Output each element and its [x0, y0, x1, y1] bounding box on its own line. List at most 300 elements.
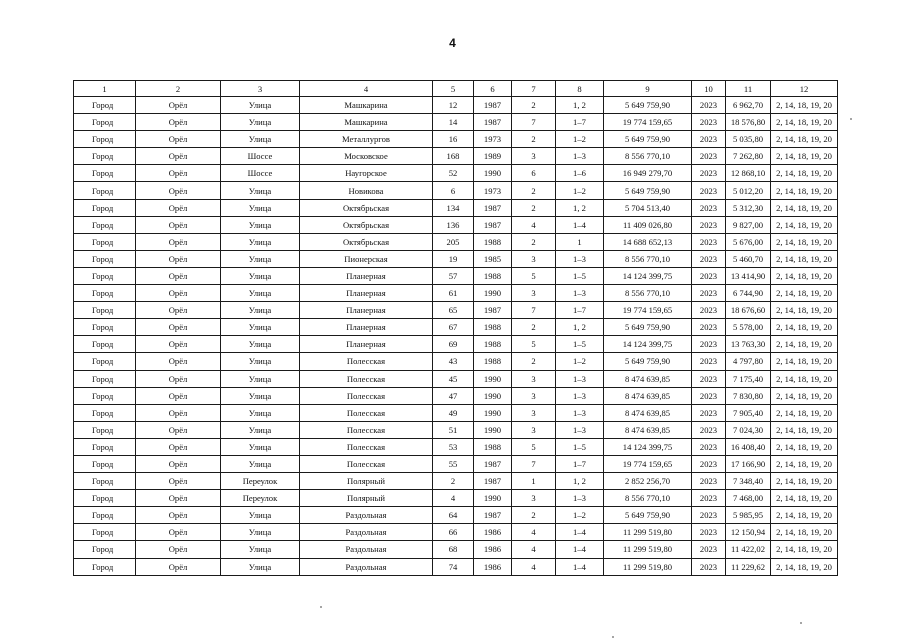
- table-cell-col-3: Улица: [221, 319, 300, 336]
- table-cell-col-3: Улица: [221, 353, 300, 370]
- table-cell-col-11: 5 578,00: [726, 319, 771, 336]
- table-cell-col-4: Планерная: [300, 285, 433, 302]
- table-cell-col-4: Раздольная: [300, 524, 433, 541]
- table-cell-col-10: 2023: [692, 421, 726, 438]
- table-cell-col-5: 12: [433, 97, 474, 114]
- table-row: [74, 148, 838, 165]
- table-cell-col-10: 2023: [692, 541, 726, 558]
- table-cell-col-5: 136: [433, 216, 474, 233]
- table-cell-col-10: 2023: [692, 199, 726, 216]
- table-cell-col-12: 2, 14, 18, 19, 20: [771, 438, 838, 455]
- table-cell-col-8: 1–4: [556, 558, 604, 575]
- table-cell-col-2: Орёл: [136, 387, 221, 404]
- table-cell-col-8: 1–2: [556, 182, 604, 199]
- table-cell-col-2: Орёл: [136, 182, 221, 199]
- table-row: [74, 370, 838, 387]
- table-cell-col-5: 205: [433, 233, 474, 250]
- table-row: [74, 267, 838, 284]
- table-cell-col-1: Город: [74, 558, 136, 575]
- table-cell-col-6: 1988: [474, 267, 512, 284]
- table-cell-col-7: 2: [512, 97, 556, 114]
- table-cell-col-8: 1–3: [556, 285, 604, 302]
- column-header-3: 3: [221, 81, 300, 97]
- table-cell-col-8: 1–3: [556, 370, 604, 387]
- table-cell-col-2: Орёл: [136, 541, 221, 558]
- table-cell-col-1: Город: [74, 199, 136, 216]
- table-cell-col-3: Шоссе: [221, 165, 300, 182]
- table-cell-col-7: 4: [512, 541, 556, 558]
- table-cell-col-3: Улица: [221, 302, 300, 319]
- table-row: [74, 250, 838, 267]
- table-cell-col-10: 2023: [692, 319, 726, 336]
- table-cell-col-11: 13 763,30: [726, 336, 771, 353]
- column-header-7: 7: [512, 81, 556, 97]
- table-cell-col-7: 2: [512, 319, 556, 336]
- table-cell-col-5: 168: [433, 148, 474, 165]
- table-cell-col-2: Орёл: [136, 524, 221, 541]
- table-cell-col-6: 1987: [474, 216, 512, 233]
- table-cell-col-5: 47: [433, 387, 474, 404]
- table-cell-col-12: 2, 14, 18, 19, 20: [771, 558, 838, 575]
- table-cell-col-5: 66: [433, 524, 474, 541]
- table-cell-col-11: 7 905,40: [726, 404, 771, 421]
- column-header-6: 6: [474, 81, 512, 97]
- table-cell-col-5: 57: [433, 267, 474, 284]
- table-cell-col-6: 1988: [474, 319, 512, 336]
- table-cell-col-5: 67: [433, 319, 474, 336]
- table-cell-col-8: 1, 2: [556, 97, 604, 114]
- table-cell-col-7: 7: [512, 114, 556, 131]
- table-cell-col-7: 5: [512, 267, 556, 284]
- table-cell-col-10: 2023: [692, 148, 726, 165]
- table-cell-col-9: 19 774 159,65: [604, 302, 692, 319]
- table-cell-col-8: 1–3: [556, 148, 604, 165]
- table-cell-col-2: Орёл: [136, 370, 221, 387]
- table-cell-col-11: 16 408,40: [726, 438, 771, 455]
- table-cell-col-10: 2023: [692, 285, 726, 302]
- table-cell-col-7: 5: [512, 438, 556, 455]
- table-cell-col-10: 2023: [692, 165, 726, 182]
- table-cell-col-10: 2023: [692, 336, 726, 353]
- table-cell-col-11: 7 830,80: [726, 387, 771, 404]
- table-row: [74, 233, 838, 250]
- table-cell-col-1: Город: [74, 507, 136, 524]
- table-cell-col-4: Машкарина: [300, 114, 433, 131]
- table-cell-col-7: 7: [512, 302, 556, 319]
- table-cell-col-1: Город: [74, 455, 136, 472]
- table-cell-col-4: Полесская: [300, 353, 433, 370]
- table-cell-col-4: Машкарина: [300, 97, 433, 114]
- table-cell-col-3: Улица: [221, 267, 300, 284]
- column-header-11: 11: [726, 81, 771, 97]
- table-cell-col-8: 1–7: [556, 302, 604, 319]
- table-cell-col-12: 2, 14, 18, 19, 20: [771, 285, 838, 302]
- table-cell-col-12: 2, 14, 18, 19, 20: [771, 524, 838, 541]
- table-cell-col-2: Орёл: [136, 97, 221, 114]
- table-cell-col-11: 5 035,80: [726, 131, 771, 148]
- table-cell-col-1: Город: [74, 421, 136, 438]
- table-cell-col-1: Город: [74, 131, 136, 148]
- table-cell-col-6: 1987: [474, 455, 512, 472]
- header-row: [74, 81, 838, 97]
- table-cell-col-8: 1–2: [556, 353, 604, 370]
- table-row: [74, 387, 838, 404]
- table-row: [74, 421, 838, 438]
- table-cell-col-9: 11 299 519,80: [604, 558, 692, 575]
- table-cell-col-4: Московское: [300, 148, 433, 165]
- table-cell-col-7: 3: [512, 250, 556, 267]
- table-cell-col-12: 2, 14, 18, 19, 20: [771, 165, 838, 182]
- table-cell-col-6: 1986: [474, 541, 512, 558]
- table-cell-col-3: Улица: [221, 114, 300, 131]
- table-cell-col-6: 1990: [474, 165, 512, 182]
- table-cell-col-12: 2, 14, 18, 19, 20: [771, 250, 838, 267]
- table-cell-col-9: 5 649 759,90: [604, 97, 692, 114]
- table-cell-col-9: 5 649 759,90: [604, 131, 692, 148]
- table-cell-col-3: Улица: [221, 387, 300, 404]
- table-cell-col-11: 7 262,80: [726, 148, 771, 165]
- table-body: [74, 97, 838, 576]
- table-cell-col-6: 1988: [474, 233, 512, 250]
- table-cell-col-11: 6 744,90: [726, 285, 771, 302]
- table-cell-col-5: 16: [433, 131, 474, 148]
- table-cell-col-8: 1, 2: [556, 199, 604, 216]
- scan-speck: [320, 606, 322, 608]
- table-cell-col-12: 2, 14, 18, 19, 20: [771, 404, 838, 421]
- table-cell-col-2: Орёл: [136, 233, 221, 250]
- table-cell-col-7: 2: [512, 131, 556, 148]
- table-cell-col-10: 2023: [692, 438, 726, 455]
- table-cell-col-9: 5 649 759,90: [604, 182, 692, 199]
- column-header-10: 10: [692, 81, 726, 97]
- table-cell-col-6: 1990: [474, 285, 512, 302]
- table-cell-col-1: Город: [74, 370, 136, 387]
- table-cell-col-3: Улица: [221, 558, 300, 575]
- table-cell-col-8: 1–3: [556, 250, 604, 267]
- table-cell-col-9: 8 556 770,10: [604, 490, 692, 507]
- table-cell-col-4: Полесская: [300, 438, 433, 455]
- table-cell-col-1: Город: [74, 165, 136, 182]
- table-cell-col-10: 2023: [692, 370, 726, 387]
- table-cell-col-4: Раздольная: [300, 558, 433, 575]
- table-cell-col-12: 2, 14, 18, 19, 20: [771, 370, 838, 387]
- table-cell-col-11: 7 348,40: [726, 473, 771, 490]
- table-cell-col-6: 1987: [474, 302, 512, 319]
- table-cell-col-1: Город: [74, 97, 136, 114]
- table-row: [74, 473, 838, 490]
- table-cell-col-10: 2023: [692, 250, 726, 267]
- table-cell-col-1: Город: [74, 490, 136, 507]
- table-cell-col-10: 2023: [692, 216, 726, 233]
- table-cell-col-3: Улица: [221, 524, 300, 541]
- table-cell-col-2: Орёл: [136, 336, 221, 353]
- table-cell-col-5: 64: [433, 507, 474, 524]
- table-cell-col-10: 2023: [692, 455, 726, 472]
- table-cell-col-8: 1, 2: [556, 473, 604, 490]
- table-cell-col-6: 1987: [474, 199, 512, 216]
- table-cell-col-12: 2, 14, 18, 19, 20: [771, 473, 838, 490]
- table-cell-col-9: 8 474 639,85: [604, 404, 692, 421]
- table-cell-col-2: Орёл: [136, 319, 221, 336]
- table-cell-col-12: 2, 14, 18, 19, 20: [771, 131, 838, 148]
- table-cell-col-11: 7 024,30: [726, 421, 771, 438]
- table-cell-col-10: 2023: [692, 558, 726, 575]
- table-cell-col-7: 2: [512, 507, 556, 524]
- table-cell-col-3: Улица: [221, 285, 300, 302]
- table-header: [74, 81, 838, 97]
- table-cell-col-2: Орёл: [136, 490, 221, 507]
- table-cell-col-3: Улица: [221, 507, 300, 524]
- table-cell-col-11: 12 150,94: [726, 524, 771, 541]
- table-cell-col-12: 2, 14, 18, 19, 20: [771, 267, 838, 284]
- table-row: [74, 507, 838, 524]
- table-cell-col-3: Улица: [221, 541, 300, 558]
- table-cell-col-12: 2, 14, 18, 19, 20: [771, 490, 838, 507]
- table-cell-col-10: 2023: [692, 507, 726, 524]
- table-cell-col-7: 6: [512, 165, 556, 182]
- table-cell-col-1: Город: [74, 473, 136, 490]
- table-row: [74, 404, 838, 421]
- table-cell-col-1: Город: [74, 250, 136, 267]
- table-cell-col-8: 1–2: [556, 131, 604, 148]
- table-cell-col-3: Улица: [221, 421, 300, 438]
- table-cell-col-3: Улица: [221, 250, 300, 267]
- table-cell-col-9: 5 649 759,90: [604, 319, 692, 336]
- table-row: [74, 438, 838, 455]
- table-cell-col-2: Орёл: [136, 114, 221, 131]
- table-cell-col-3: Улица: [221, 97, 300, 114]
- table-cell-col-6: 1973: [474, 131, 512, 148]
- table-cell-col-5: 53: [433, 438, 474, 455]
- table-cell-col-1: Город: [74, 524, 136, 541]
- table-cell-col-9: 5 649 759,90: [604, 507, 692, 524]
- table-cell-col-12: 2, 14, 18, 19, 20: [771, 182, 838, 199]
- table-cell-col-6: 1988: [474, 336, 512, 353]
- table-cell-col-4: Планерная: [300, 302, 433, 319]
- table-cell-col-7: 5: [512, 336, 556, 353]
- table-cell-col-10: 2023: [692, 490, 726, 507]
- table-cell-col-9: 5 704 513,40: [604, 199, 692, 216]
- table-row: [74, 131, 838, 148]
- table-row: [74, 114, 838, 131]
- table-cell-col-5: 19: [433, 250, 474, 267]
- table-cell-col-10: 2023: [692, 404, 726, 421]
- table-cell-col-9: 14 124 399,75: [604, 336, 692, 353]
- table-cell-col-2: Орёл: [136, 438, 221, 455]
- table-cell-col-7: 2: [512, 353, 556, 370]
- table-row: [74, 353, 838, 370]
- table-cell-col-4: Полесская: [300, 370, 433, 387]
- table-row: [74, 182, 838, 199]
- table-cell-col-4: Новикова: [300, 182, 433, 199]
- table-cell-col-12: 2, 14, 18, 19, 20: [771, 148, 838, 165]
- table-row: [74, 302, 838, 319]
- table-cell-col-9: 5 649 759,90: [604, 353, 692, 370]
- table-cell-col-1: Город: [74, 216, 136, 233]
- table-cell-col-1: Город: [74, 148, 136, 165]
- table-cell-col-4: Планерная: [300, 319, 433, 336]
- column-header-9: 9: [604, 81, 692, 97]
- table-cell-col-8: 1–2: [556, 507, 604, 524]
- table-cell-col-6: 1987: [474, 507, 512, 524]
- table-cell-col-2: Орёл: [136, 302, 221, 319]
- table-cell-col-8: 1–5: [556, 438, 604, 455]
- column-header-1: 1: [74, 81, 136, 97]
- table-cell-col-7: 4: [512, 216, 556, 233]
- table-cell-col-8: 1: [556, 233, 604, 250]
- table-cell-col-9: 14 124 399,75: [604, 438, 692, 455]
- table-row: [74, 319, 838, 336]
- page-number: 4: [449, 36, 456, 50]
- table-cell-col-9: 8 556 770,10: [604, 285, 692, 302]
- table-cell-col-9: 19 774 159,65: [604, 114, 692, 131]
- table-cell-col-9: 14 688 652,13: [604, 233, 692, 250]
- table-cell-col-11: 12 868,10: [726, 165, 771, 182]
- table-cell-col-9: 16 949 279,70: [604, 165, 692, 182]
- table-cell-col-11: 17 166,90: [726, 455, 771, 472]
- table-cell-col-8: 1–7: [556, 114, 604, 131]
- table-cell-col-9: 14 124 399,75: [604, 267, 692, 284]
- table-cell-col-6: 1986: [474, 558, 512, 575]
- table-cell-col-2: Орёл: [136, 285, 221, 302]
- table-cell-col-4: Полесская: [300, 387, 433, 404]
- table-cell-col-8: 1, 2: [556, 319, 604, 336]
- table-cell-col-11: 7 468,00: [726, 490, 771, 507]
- table-cell-col-7: 4: [512, 558, 556, 575]
- table-cell-col-8: 1–3: [556, 387, 604, 404]
- table-cell-col-12: 2, 14, 18, 19, 20: [771, 233, 838, 250]
- table-cell-col-1: Город: [74, 353, 136, 370]
- table-cell-col-12: 2, 14, 18, 19, 20: [771, 421, 838, 438]
- table-cell-col-11: 18 676,60: [726, 302, 771, 319]
- table-cell-col-10: 2023: [692, 233, 726, 250]
- table-cell-col-6: 1973: [474, 182, 512, 199]
- table-cell-col-9: 8 474 639,85: [604, 421, 692, 438]
- table-cell-col-5: 134: [433, 199, 474, 216]
- table-cell-col-7: 3: [512, 387, 556, 404]
- table-cell-col-10: 2023: [692, 97, 726, 114]
- table-cell-col-11: 5 012,20: [726, 182, 771, 199]
- table-cell-col-12: 2, 14, 18, 19, 20: [771, 216, 838, 233]
- table-cell-col-3: Улица: [221, 199, 300, 216]
- table-cell-col-3: Переулок: [221, 490, 300, 507]
- table-cell-col-3: Улица: [221, 404, 300, 421]
- table-cell-col-5: 2: [433, 473, 474, 490]
- table-cell-col-4: Пионерская: [300, 250, 433, 267]
- table-cell-col-1: Город: [74, 114, 136, 131]
- table-cell-col-10: 2023: [692, 182, 726, 199]
- housing-table: [73, 80, 838, 576]
- table-cell-col-12: 2, 14, 18, 19, 20: [771, 387, 838, 404]
- table-cell-col-6: 1990: [474, 404, 512, 421]
- table-cell-col-6: 1988: [474, 353, 512, 370]
- table-cell-col-2: Орёл: [136, 421, 221, 438]
- table-cell-col-12: 2, 14, 18, 19, 20: [771, 319, 838, 336]
- table-cell-col-4: Полесская: [300, 421, 433, 438]
- table-row: [74, 455, 838, 472]
- table-cell-col-11: 11 229,62: [726, 558, 771, 575]
- table-row: [74, 490, 838, 507]
- table-row: [74, 216, 838, 233]
- table-cell-col-2: Орёл: [136, 267, 221, 284]
- table-cell-col-11: 5 985,95: [726, 507, 771, 524]
- table-cell-col-2: Орёл: [136, 404, 221, 421]
- table-cell-col-11: 13 414,90: [726, 267, 771, 284]
- table-cell-col-5: 6: [433, 182, 474, 199]
- table-cell-col-4: Металлургов: [300, 131, 433, 148]
- table-cell-col-2: Орёл: [136, 165, 221, 182]
- table-cell-col-7: 3: [512, 490, 556, 507]
- table-cell-col-6: 1990: [474, 370, 512, 387]
- table-cell-col-4: Октябрьская: [300, 216, 433, 233]
- table-cell-col-11: 18 576,80: [726, 114, 771, 131]
- table-cell-col-1: Город: [74, 267, 136, 284]
- table-cell-col-3: Улица: [221, 370, 300, 387]
- table-cell-col-5: 68: [433, 541, 474, 558]
- table-cell-col-3: Улица: [221, 233, 300, 250]
- table-row: [74, 558, 838, 575]
- table-cell-col-4: Полесская: [300, 455, 433, 472]
- table-cell-col-4: Полярный: [300, 473, 433, 490]
- table-cell-col-9: 8 556 770,10: [604, 250, 692, 267]
- table-cell-col-1: Город: [74, 319, 136, 336]
- table-cell-col-7: 2: [512, 199, 556, 216]
- table-cell-col-6: 1989: [474, 148, 512, 165]
- table-row: [74, 285, 838, 302]
- table-cell-col-12: 2, 14, 18, 19, 20: [771, 455, 838, 472]
- table-cell-col-3: Шоссе: [221, 148, 300, 165]
- table-cell-col-3: Улица: [221, 216, 300, 233]
- table-cell-col-11: 7 175,40: [726, 370, 771, 387]
- table-cell-col-4: Полярный: [300, 490, 433, 507]
- table-row: [74, 336, 838, 353]
- table-cell-col-1: Город: [74, 285, 136, 302]
- table-cell-col-6: 1985: [474, 250, 512, 267]
- table-cell-col-2: Орёл: [136, 353, 221, 370]
- table-cell-col-2: Орёл: [136, 473, 221, 490]
- table-cell-col-11: 11 422,02: [726, 541, 771, 558]
- table-cell-col-1: Город: [74, 302, 136, 319]
- table-cell-col-7: 3: [512, 404, 556, 421]
- table-cell-col-5: 52: [433, 165, 474, 182]
- table-cell-col-11: 5 460,70: [726, 250, 771, 267]
- table-cell-col-8: 1–4: [556, 216, 604, 233]
- scan-speck: [800, 622, 802, 624]
- table-cell-col-11: 5 676,00: [726, 233, 771, 250]
- table-cell-col-6: 1987: [474, 97, 512, 114]
- table-cell-col-9: 8 474 639,85: [604, 387, 692, 404]
- table-cell-col-12: 2, 14, 18, 19, 20: [771, 541, 838, 558]
- table-cell-col-12: 2, 14, 18, 19, 20: [771, 353, 838, 370]
- table-cell-col-1: Город: [74, 233, 136, 250]
- table-cell-col-5: 49: [433, 404, 474, 421]
- table-cell-col-6: 1990: [474, 387, 512, 404]
- table-cell-col-10: 2023: [692, 267, 726, 284]
- table-cell-col-5: 65: [433, 302, 474, 319]
- table-cell-col-4: Наугорское: [300, 165, 433, 182]
- table-cell-col-5: 69: [433, 336, 474, 353]
- table-row: [74, 199, 838, 216]
- table-cell-col-12: 2, 14, 18, 19, 20: [771, 114, 838, 131]
- table-cell-col-6: 1988: [474, 438, 512, 455]
- table-cell-col-11: 9 827,00: [726, 216, 771, 233]
- table-cell-col-6: 1987: [474, 114, 512, 131]
- table-cell-col-7: 7: [512, 455, 556, 472]
- table-cell-col-8: 1–4: [556, 541, 604, 558]
- table-cell-col-11: 5 312,30: [726, 199, 771, 216]
- table-cell-col-8: 1–5: [556, 267, 604, 284]
- table-cell-col-7: 3: [512, 370, 556, 387]
